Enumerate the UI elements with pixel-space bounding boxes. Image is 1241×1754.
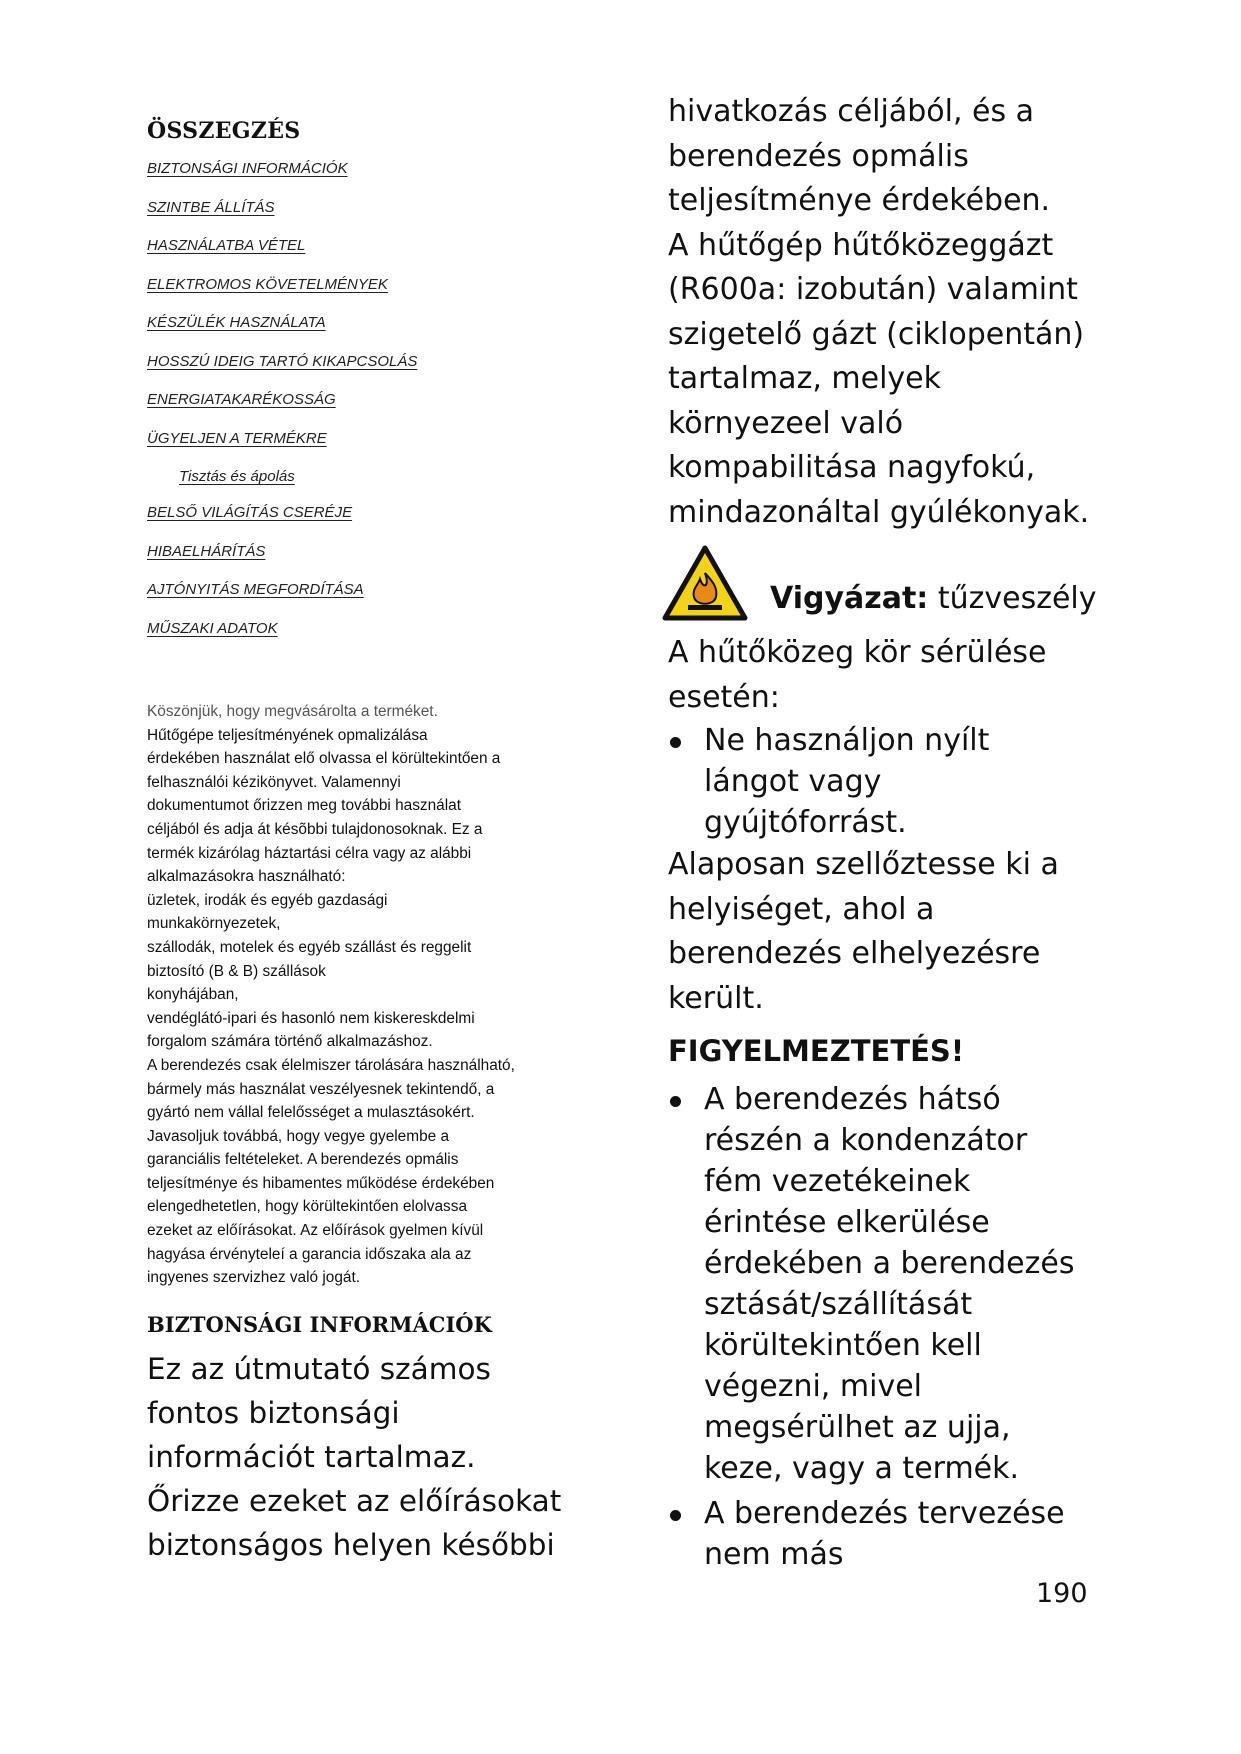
warning-line	[770, 581, 1097, 616]
toc-item	[147, 466, 587, 502]
left-column	[147, 118, 587, 1567]
intro-line: garanciális feltételeket. A berendezés opmális	[147, 1151, 459, 1169]
right-column	[668, 90, 1098, 1575]
flammable-warning-icon	[662, 545, 748, 621]
intro-line: forgalom számára történő alkalmazáshoz.	[147, 1033, 433, 1051]
intro-line: alkalmazásokra használható:	[147, 868, 346, 886]
refrigerant-paragraph	[668, 90, 1098, 535]
table-of-contents	[147, 158, 587, 656]
toc-item	[147, 579, 587, 618]
bullet-line: végezni, mivel	[704, 1369, 922, 1404]
safety-heading: BIZTONSÁGI INFORMÁCIÓK	[147, 1311, 492, 1337]
bullet-dot-icon	[670, 1510, 681, 1521]
text-line: berendezés elhelyezésre	[668, 936, 1041, 971]
intro-line: ingyenes szervizhez való jogát.	[147, 1269, 361, 1287]
bullet-list-2	[668, 1079, 1098, 1575]
intro-line: érdekében használat elő olvassa el körültekintően a	[147, 750, 501, 768]
toc-item	[147, 197, 587, 236]
bullet-line: részén a kondenzátor	[704, 1123, 1028, 1158]
toc-link[interactable]: AJTÓNYITÁS MEGFORDÍTÁSA	[147, 581, 364, 598]
intro-line: szállodák, motelek és egyéb szállást és reggelit	[147, 938, 472, 956]
intro-line: felhasználói kézikönyvet. Valamennyi	[147, 773, 401, 791]
bullet-dot-icon	[670, 1096, 681, 1107]
text-line: szigetelő gázt (ciklopentán)	[668, 316, 1085, 352]
safety-body	[147, 1347, 587, 1567]
bullet-line: érdekében a berendezés	[704, 1246, 1075, 1281]
text-line: (R600a: izobután) valamint	[668, 272, 1078, 307]
bullet-line: gyújtóforrást.	[704, 805, 907, 840]
toc-item	[147, 274, 587, 313]
text-line: berendezés opmális	[668, 138, 969, 174]
text-line: mindazonáltal gyúlékonyak.	[668, 494, 1090, 530]
intro-line: Javasoljuk továbbá, hogy vegye gyelembe a	[147, 1127, 450, 1145]
toc-link[interactable]: ENERGIATAKARÉKOSSÁG	[147, 391, 336, 408]
intro-line: gyártó nem vállal felelősséget a mulasztásokért.	[147, 1104, 475, 1122]
toc-item	[147, 389, 587, 428]
safety-line: Ez az útmutató számos	[147, 1351, 491, 1386]
intro-body	[147, 724, 587, 1290]
intro-line: konyhájában,	[147, 986, 239, 1004]
toc-link[interactable]: MŰSZAKI ADATOK	[147, 619, 278, 637]
text-line: Alaposan szellőztesse ki a	[668, 847, 1059, 882]
bullet-list-1	[668, 720, 1098, 843]
toc-item	[147, 618, 587, 657]
bullet-line: nem más	[704, 1537, 844, 1572]
bullet-line: körültekintően kell	[704, 1328, 982, 1363]
toc-item	[147, 428, 587, 467]
bullet-line: megsérülhet az ujja,	[704, 1410, 1011, 1445]
bullet-dot-icon	[670, 737, 681, 748]
page-number: 190	[1036, 1578, 1088, 1609]
safety-line: információt tartalmaz.	[147, 1439, 476, 1474]
intro-line: hagyása érvényteleí a garancia időszaka ala az	[147, 1245, 472, 1263]
toc-link[interactable]: Tisztás és ápolás	[179, 468, 295, 485]
toc-item	[147, 541, 587, 580]
toc-link[interactable]: ÜGYELJEN A TERMÉKRE	[147, 429, 327, 447]
bullet-line: fém vezetékeinek	[704, 1164, 971, 1199]
toc-title: ÖSSZEGZÉS	[147, 118, 301, 144]
fire-warning	[668, 545, 1098, 631]
toc-link[interactable]: HOSSZÚ IDEIG TARTÓ KIKAPCSOLÁS	[147, 352, 418, 370]
toc-link[interactable]: ELEKTROMOS KÖVETELMÉNYEK	[147, 275, 388, 293]
text-line: teljesítménye érdekében.	[668, 183, 1051, 218]
toc-link[interactable]: BELSŐ VILÁGÍTÁS CSERÉJE	[147, 504, 353, 521]
circuit-paragraph	[668, 631, 1098, 720]
toc-item	[147, 235, 587, 274]
intro-line: termék kizárólag háztartási célra vagy az alábbi	[147, 844, 472, 862]
intro-lead: Köszönjük, hogy megvásárolta a terméket.	[147, 703, 438, 720]
intro-line: elengedhetetlen, hogy körültekintően elolvassa	[147, 1198, 468, 1216]
intro-line: üzletek, irodák és egyéb gazdasági	[147, 891, 388, 909]
text-line: A hűtőgép hűtőközeggázt	[668, 227, 1054, 263]
intro-line: ezeket az előírásokat. Az előírások gyelmen kívül	[147, 1222, 484, 1240]
warning-text: tűzveszély	[928, 581, 1097, 616]
safety-line: fontos biztonsági	[147, 1395, 400, 1430]
text-line: kompabilitása nagyfokú,	[668, 450, 1036, 485]
bullet-line: Ne használjon nyílt	[704, 723, 990, 758]
toc-item	[147, 351, 587, 390]
text-line: esetén:	[668, 679, 780, 715]
intro-line: céljából és adja át késõbbi tulajdonosoknak. Ez a	[147, 820, 483, 838]
intro-text	[147, 700, 587, 1290]
toc-link[interactable]: SZINTBE ÁLLÍTÁS	[147, 198, 275, 216]
intro-line: teljesítménye és hibamentes működése érdekében	[147, 1174, 495, 1192]
bullet-line: sztását/szállítását	[704, 1287, 973, 1322]
intro-line: biztosító (B & B) szállások	[147, 962, 326, 980]
toc-item	[147, 502, 587, 541]
text-line: tartalmaz, melyek	[668, 361, 941, 396]
intro-line: Hűtőgépe teljesítményének opmalizálása	[147, 726, 428, 744]
text-line: került.	[668, 980, 764, 1016]
toc-link[interactable]: HIBAELHÁRÍTÁS	[147, 542, 266, 560]
intro-line: dokumentumot őrizzen meg további használat	[147, 797, 461, 815]
warning-label: Vigyázat:	[770, 581, 929, 616]
bullet-line: érintése elkerülése	[704, 1205, 990, 1240]
intro-line: vendéglátó-ipari és hasonló nem kiskereskdelmi	[147, 1009, 475, 1027]
text-line: hivatkozás céljából, és a	[668, 94, 1035, 129]
text-line: A hűtőközeg kör sérülése	[668, 635, 1047, 670]
toc-item	[147, 158, 587, 197]
bullet-line: A berendezés tervezése	[704, 1496, 1065, 1531]
text-line: helyiséget, ahol a	[668, 891, 935, 927]
bullet-item	[668, 720, 1098, 843]
toc-link[interactable]: KÉSZÜLÉK HASZNÁLATA	[147, 314, 326, 331]
safety-line: Őrizze ezeket az előírásokat	[147, 1483, 562, 1518]
ventilate-paragraph	[668, 843, 1098, 1021]
toc-link[interactable]: HASZNÁLATBA VÉTEL	[147, 237, 306, 254]
intro-line: munkakörnyezetek,	[147, 915, 281, 933]
safety-line: biztonságos helyen későbbi	[147, 1527, 555, 1562]
text-line: környezeel való	[668, 405, 904, 441]
intro-line: A berendezés csak élelmiszer tárolására használható,	[147, 1056, 515, 1074]
toc-item	[147, 312, 587, 351]
toc-link[interactable]: BIZTONSÁGI INFORMÁCIÓK	[147, 160, 348, 177]
bullet-item	[668, 1493, 1098, 1575]
bullet-line: lángot vagy	[704, 764, 882, 799]
warning-heading: FIGYELMEZTETÉS!	[668, 1034, 965, 1068]
intro-line: bármely más használat veszélyesnek tekintendő, a	[147, 1080, 495, 1098]
bullet-line: A berendezés hátsó	[704, 1082, 1001, 1117]
bullet-item	[668, 1079, 1098, 1489]
bullet-line: keze, vagy a termék.	[704, 1451, 1020, 1486]
